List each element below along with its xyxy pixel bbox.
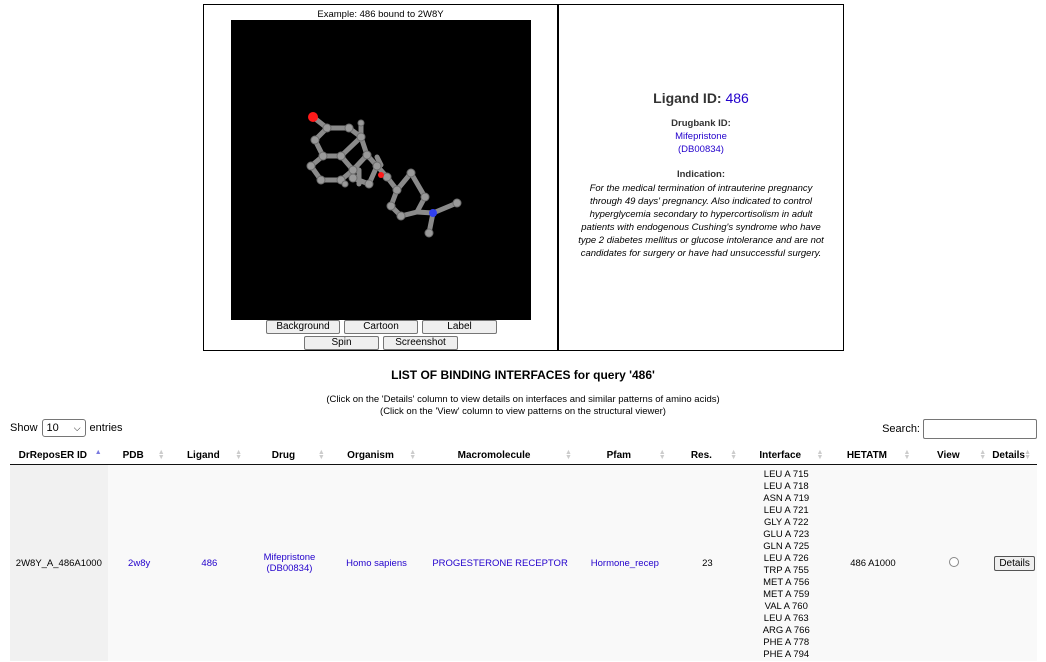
sort-icon: ▲ ▼: [1024, 449, 1031, 461]
sort-icon: ▲ ▼: [903, 449, 911, 461]
indication-line: candidates for surgery or have had unsuccessful surgery.: [580, 248, 822, 259]
indication-line: patients with endogenous Cushing's syndrome who have: [581, 222, 821, 233]
structure-viewer: [204, 5, 559, 350]
drugbank-id-link[interactable]: (DB00834): [678, 144, 724, 155]
indication-line: For the medical termination of intrauterine pregnancy: [589, 183, 813, 194]
cell-pfam: [578, 465, 672, 662]
cell-details: [992, 465, 1037, 662]
col-label: Res.: [690, 450, 712, 461]
indication-line: hyperglycemia secondary to hypercortisolism in adult: [589, 209, 813, 220]
viewer-caption: Example: 486 bound to 2W8Y: [317, 9, 444, 20]
search-input[interactable]: [923, 419, 1037, 439]
organism-link[interactable]: Homo sapiens: [346, 557, 407, 569]
col-label: Macromolecule: [457, 450, 531, 461]
search-control: [882, 419, 1037, 439]
interface-residue: PHE A 794: [763, 649, 810, 660]
interface-residue: LEU A 715: [763, 469, 809, 480]
col-ligand[interactable]: [171, 447, 248, 465]
interface-residue: LEU A 721: [763, 505, 809, 516]
col-drreposer-id[interactable]: [10, 447, 108, 465]
col-organism[interactable]: [331, 447, 422, 465]
interface-residue: MET A 756: [763, 577, 810, 588]
drug-id-link[interactable]: (DB00834): [266, 563, 313, 574]
cell-interface: [743, 465, 829, 662]
interface-residue: ASN A 719: [763, 493, 810, 504]
col-interface[interactable]: [743, 447, 829, 465]
sort-icon: ▲ ▼: [157, 449, 165, 461]
ligand-panel: [203, 4, 844, 351]
interface-residue: LEU A 726: [763, 553, 809, 564]
list-note: [0, 394, 1046, 418]
label-button[interactable]: Label: [422, 320, 497, 334]
view-radio[interactable]: [949, 557, 959, 567]
col-details[interactable]: [992, 447, 1037, 465]
col-drug[interactable]: [248, 447, 331, 465]
col-res[interactable]: [672, 447, 743, 465]
note-details: (Click on the 'Details' column to view details on interfaces and similar patterns of amino acids): [326, 394, 720, 405]
interface-residue: ARG A 766: [762, 625, 810, 636]
col-label: Details: [992, 450, 1025, 461]
spin-button[interactable]: Spin: [304, 336, 379, 350]
show-label: Show: [10, 422, 38, 434]
cell-macromolecule: [422, 465, 578, 662]
indication-text: [559, 182, 843, 260]
chevron-down-icon: ⌵: [73, 422, 81, 433]
col-label: Organism: [347, 450, 394, 461]
pdb-link[interactable]: 2w8y: [128, 557, 151, 569]
cell-drreposer-id: 2W8Y_A_486A1000: [10, 465, 108, 662]
cartoon-button[interactable]: Cartoon: [344, 320, 418, 334]
col-pdb[interactable]: [108, 447, 171, 465]
sort-icon: ▲ ▼: [409, 449, 417, 461]
cell-hetatm: 486 A1000: [829, 465, 916, 662]
col-label: HETATM: [846, 450, 888, 461]
interface-residue: GLN A 725: [763, 541, 810, 552]
ligand-title: [559, 90, 843, 106]
entries-label: entries: [89, 422, 123, 434]
sort-icon: ▲ ▼: [317, 449, 325, 461]
ligand-info: [559, 5, 843, 350]
list-title: LIST OF BINDING INTERFACES for query '486': [391, 368, 655, 382]
interface-residue: PHE A 778: [763, 637, 810, 648]
interface-residue: GLY A 722: [763, 517, 809, 528]
col-label: DrReposER ID: [18, 450, 87, 461]
details-button[interactable]: Details: [994, 556, 1035, 571]
sort-icon: ▲ ▼: [816, 449, 824, 461]
cell-res: 23: [672, 465, 743, 662]
sort-icon: ▲ ▼: [730, 449, 738, 461]
col-label: Ligand: [186, 450, 220, 461]
search-label: Search:: [882, 423, 920, 435]
drugbank-drug-link[interactable]: Mifepristone: [675, 131, 727, 142]
cell-view: [916, 465, 992, 662]
col-label: Interface: [759, 450, 802, 461]
col-hetatm[interactable]: [829, 447, 916, 465]
drugbank-label: Drugbank ID:: [671, 118, 731, 129]
col-label: Drug: [271, 450, 296, 461]
background-button[interactable]: Background: [266, 320, 340, 334]
ligand-link[interactable]: 486: [201, 557, 218, 569]
screenshot-button[interactable]: Screenshot: [383, 336, 458, 350]
entries-select-value: 10: [46, 422, 59, 434]
sort-icon: ▲ ▼: [564, 449, 572, 461]
note-view: (Click on the 'View' column to view patterns on the structural viewer): [380, 406, 666, 417]
drug-link[interactable]: Mifepristone: [263, 552, 316, 563]
indication-line: through 49 days' pregnancy. Also indicated to control: [589, 196, 813, 207]
cell-ligand: [171, 465, 248, 662]
interface-residue: TRP A 755: [763, 565, 809, 576]
sort-icon: ▲ ▼: [658, 449, 666, 461]
ligand-id-link[interactable]: 486: [725, 90, 749, 106]
col-pfam[interactable]: [578, 447, 672, 465]
col-view[interactable]: [916, 447, 992, 465]
cell-drug: [248, 465, 331, 662]
interface-residue: MET A 759: [763, 589, 810, 600]
indication-line: type 2 diabetes mellitus or glucose intolerance and are not: [578, 235, 824, 246]
col-macromolecule[interactable]: [422, 447, 578, 465]
interface-residue: LEU A 763: [763, 613, 809, 624]
sort-asc-icon: ▲: [94, 449, 102, 456]
col-label: PDB: [122, 450, 144, 461]
interface-residue: VAL A 760: [764, 601, 808, 612]
cell-organism: [331, 465, 422, 662]
molecule-canvas[interactable]: [231, 20, 531, 320]
entries-length-control: [10, 419, 123, 437]
ligand-id-label: Ligand ID:: [653, 90, 722, 106]
cell-pdb: [108, 465, 171, 662]
macromolecule-link[interactable]: PROGESTERONE RECEPTOR: [432, 557, 568, 569]
indication-label: Indication:: [676, 169, 726, 180]
table-header-row: [10, 447, 1037, 465]
table-row: [10, 465, 1037, 662]
col-label: Pfam: [606, 450, 632, 461]
sort-icon: ▲ ▼: [235, 449, 243, 461]
entries-select[interactable]: [42, 419, 86, 437]
col-label: View: [937, 450, 960, 461]
interface-residue: GLU A 723: [763, 529, 810, 540]
pfam-link[interactable]: Hormone_recep: [590, 557, 659, 569]
sort-icon: ▲ ▼: [979, 449, 987, 461]
binding-interfaces-table: [10, 447, 1037, 661]
interface-residue: LEU A 718: [763, 481, 809, 492]
